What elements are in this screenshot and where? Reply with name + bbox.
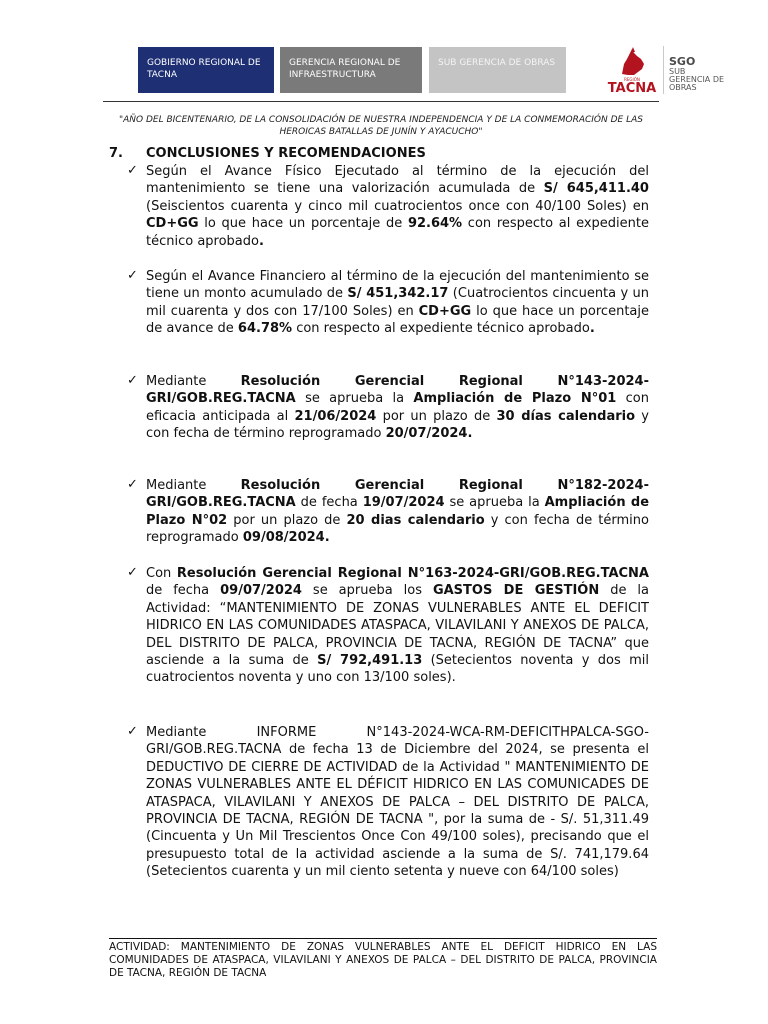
logo-region-text: REGIÓN [624, 77, 640, 82]
tacna-logo [600, 44, 664, 96]
bold-text-segment: 20/07/2024. [385, 426, 473, 442]
section-number: 7. [109, 146, 123, 161]
header-box1-text: GOBIERNO REGIONAL DE TACNA [147, 58, 261, 80]
bold-text-segment: 09/08/2024. [242, 530, 330, 546]
text-segment: Mediante [146, 478, 241, 493]
bold-text-segment: 09/07/2024 [220, 583, 302, 599]
text-segment: por un plazo de [376, 408, 497, 424]
logo-divider [663, 46, 664, 94]
text-segment: de fecha [295, 495, 363, 511]
bold-text-segment: 21/06/2024 [294, 408, 377, 424]
check-icon: ✓ [127, 268, 138, 283]
check-icon: ✓ [127, 373, 138, 388]
conclusion-item [146, 163, 649, 250]
conclusion-item [146, 565, 649, 687]
text-segment: lo que hace un porcentaje de avance de [146, 303, 649, 337]
text-segment: lo que hace un porcentaje de [198, 216, 408, 232]
text-segment: con respecto al expediente técnico aprobado [292, 321, 590, 337]
bold-text-segment: Ampliación de Plazo N°02 [146, 495, 650, 528]
bold-text-segment: S/ 451,342.17 [347, 286, 449, 302]
text-segment: Según el Avance Físico Ejecutado al término de la ejecución del mantenimiento se tiene una valorización acumulada de [146, 164, 649, 197]
bold-text-segment: Resolución Gerencial Regional N°182-2024-GRI/GOB.REG.TACNA [146, 478, 649, 511]
text-segment: se aprueba la [295, 391, 414, 407]
bold-text-segment: Ampliación de Plazo N°01 [413, 391, 617, 407]
bold-text-segment: 20 dias calendario [346, 512, 485, 528]
text-segment: Con [146, 566, 177, 581]
bold-text-segment: 30 días calendario [496, 408, 636, 424]
text-segment: y con fecha de término reprogramado [146, 512, 649, 546]
text-segment: y con fecha de término reprogramado [146, 408, 649, 442]
section-heading [109, 146, 654, 161]
bold-text-segment: 19/07/2024 [362, 495, 445, 511]
text-segment: por un plazo de [227, 512, 347, 528]
text-segment: se aprueba la [444, 495, 545, 511]
sgo-label: SGO [669, 55, 696, 68]
text-segment: (Seiscientos cuarenta y cinco mil cuatrocientos once con 40/100 Soles) en [146, 198, 649, 214]
year-motto: "AÑO DEL BICENTENARIO, DE LA CONSOLIDACIÓN DE NUESTRA INDEPENDENCIA Y DE LA CONMEMORACIÓN DE LAS HEROICAS BATALLAS DE JUNÍN Y AYACUCHO" [119, 115, 643, 137]
header-box2-text: GERENCIA REGIONAL DE INFRAESTRUCTURA [289, 58, 401, 80]
text-segment: de fecha [146, 583, 221, 599]
bold-text-segment: . [589, 321, 595, 337]
header-box3-text: SUB GERENCIA DE OBRAS [438, 58, 556, 68]
bold-text-segment: 64.78% [237, 321, 293, 337]
bold-text-segment: . [258, 233, 264, 249]
check-icon: ✓ [127, 565, 138, 580]
text-segment: Mediante [146, 374, 241, 389]
bold-text-segment: S/ 792,491.13 [317, 653, 423, 669]
footer-divider [109, 938, 657, 939]
conclusion-item [146, 477, 649, 547]
conclusion-item [146, 724, 649, 881]
check-icon: ✓ [127, 724, 138, 739]
bold-text-segment: CD+GG [418, 303, 472, 319]
check-icon: ✓ [127, 477, 138, 492]
text-segment: (Cuatrocientos cincuenta y un mil cuarenta y dos con 17/100 Soles) en [146, 286, 649, 319]
tacna-logo-icon [600, 44, 664, 96]
logo-tacna-text: TACNA [607, 81, 657, 96]
header-divider [103, 101, 659, 102]
conclusion-item [146, 268, 649, 338]
bold-text-segment: 92.64% [407, 216, 463, 232]
text-segment: con respecto al expediente técnico aprobado [146, 216, 649, 249]
text-segment: con eficacia anticipada al [146, 391, 649, 424]
text-segment: Mediante INFORME N°143-2024-WCA-RM-DEFICITHPALCA-SGO-GRI/GOB.REG.TACNA de fecha 13 de Diciembre del 2024, se presenta el DEDUCTIVO DE CIERRE DE ACTIVIDAD de la Actividad " MANTENIMIENTO DE ZONAS VULNERABLES ANTE EL DÉFICIT HIDRICO EN LAS COMUNICADES DE ATASPACA, VILAVILANI Y ANEXOS DE PALCA – DEL DISTRITO DE PALCA, PROVINCIA DE TACNA, REGIÓN DE TACNA ", por la suma de - S/. 51,311.49 (Cincuenta y Un Mil Trescientos Once Con 49/100 soles), precisando que el presupuesto total de la actividad asciende a la suma de S/. 741,179.64 (Setecientos cuarenta y un mil ciento setenta y nueve con 64/100 soles) [146, 725, 649, 880]
text-segment: de la Actividad: “MANTENIMIENTO DE ZONAS VULNERABLES ANTE EL DEFICIT HIDRICO EN LAS COMUNIDADES ATASPACA, VILAVILANI Y ANEXOS DE PALCA, DEL DISTRITO DE PALCA, PROVINCIA DE TACNA, REGIÓN DE TACNA” que asciende a la suma de [146, 583, 649, 669]
bold-text-segment: Resolución Gerencial Regional N°163-2024-GRI/GOB.REG.TACNA [176, 566, 649, 581]
header-box-sub-gerencia-obras [429, 47, 566, 93]
sgo-subtitle: SUB GERENCIA DE OBRAS [669, 67, 725, 92]
conclusion-item [146, 373, 649, 443]
header-box-gobierno-regional [138, 47, 274, 93]
section-title: CONCLUSIONES Y RECOMENDACIONES [146, 146, 426, 161]
footer-activity: ACTIVIDAD: MANTENIMIENTO DE ZONAS VULNERABLES ANTE EL DEFICIT HIDRICO EN LAS COMUNIDADES DE ATASPACA, VILAVILANI Y ANEXOS DE PALCA – DEL DISTRITO DE PALCA, PROVINCIA DE TACNA, REGIÓN DE TACNA [109, 941, 657, 979]
text-segment: se aprueba los [301, 583, 433, 599]
bold-text-segment: Resolución Gerencial Regional N°143-2024-GRI/GOB.REG.TACNA [146, 374, 649, 407]
text-segment: (Setecientos noventa y dos mil cuatrocientos noventa y uno con 13/100 soles). [146, 653, 649, 686]
bold-text-segment: GASTOS DE GESTIÓN [432, 583, 600, 599]
bold-text-segment: S/ 645,411.40 [543, 181, 649, 197]
text-segment: Según el Avance Financiero al término de la ejecución del mantenimiento se tiene un monto acumulado de [146, 269, 649, 302]
bold-text-segment: CD+GG [146, 216, 199, 232]
check-icon: ✓ [127, 163, 138, 178]
header-box-gerencia-infraestructura [280, 47, 422, 93]
